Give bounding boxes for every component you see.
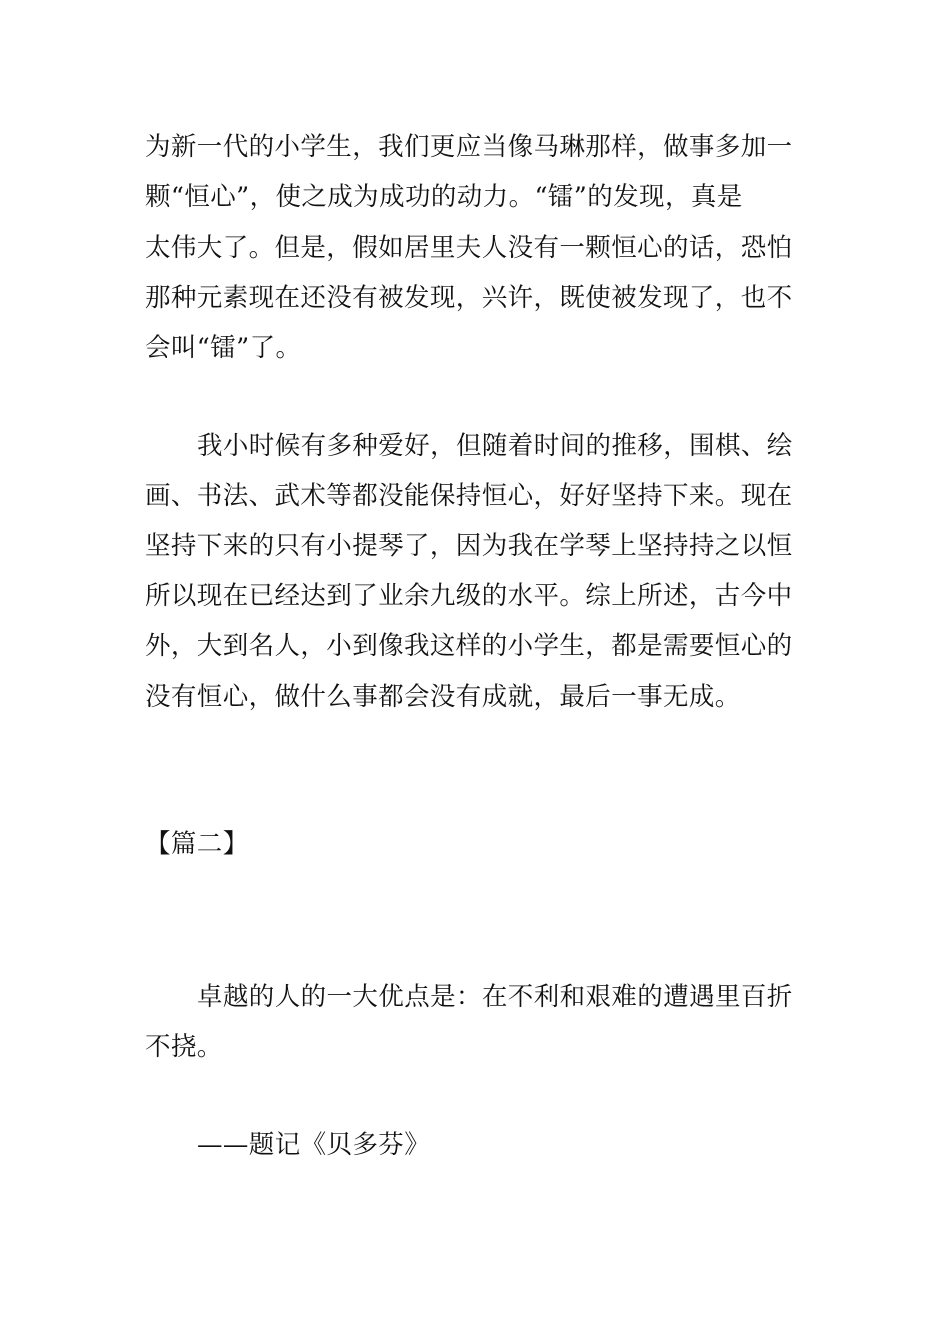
paragraph-line: 颗“恒心”，使之成为成功的动力。“镭”的发现，真是 bbox=[145, 182, 743, 212]
paragraph-line: 坚持下来的只有小提琴了，因为我在学琴上坚持持之以恒 bbox=[145, 531, 793, 561]
paragraph-line: 外，大到名人，小到像我这样的小学生，都是需要恒心的 bbox=[145, 631, 793, 661]
paragraph-line: 会叫“镭”了。 bbox=[145, 333, 302, 363]
paragraph-line: 没有恒心，做什么事都会没有成就，最后一事无成。 bbox=[145, 682, 741, 712]
paragraph-line: 画、书法、武术等都没能保持恒心，好好坚持下来。现在 bbox=[145, 481, 793, 511]
epigraph-attribution: ——题记《贝多芬》 bbox=[197, 1130, 431, 1160]
quote-line: 卓越的人的一大优点是：在不利和艰难的遭遇里百折 bbox=[197, 982, 793, 1012]
paragraph-line: 太伟大了。但是，假如居里夫人没有一颗恒心的话，恐怕 bbox=[145, 233, 793, 263]
paragraph-line: 为新一代的小学生，我们更应当像马琳那样，做事多加一 bbox=[145, 132, 793, 162]
paragraph-line: 我小时候有多种爱好，但随着时间的推移，围棋、绘 bbox=[197, 431, 793, 461]
section-heading: 【篇二】 bbox=[145, 829, 249, 859]
paragraph-line: 那种元素现在还没有被发现，兴许，既使被发现了，也不 bbox=[145, 283, 793, 313]
quote-line: 不挠。 bbox=[145, 1032, 223, 1062]
paragraph-line: 所以现在已经达到了业余九级的水平。综上所述，古今中 bbox=[145, 581, 793, 611]
